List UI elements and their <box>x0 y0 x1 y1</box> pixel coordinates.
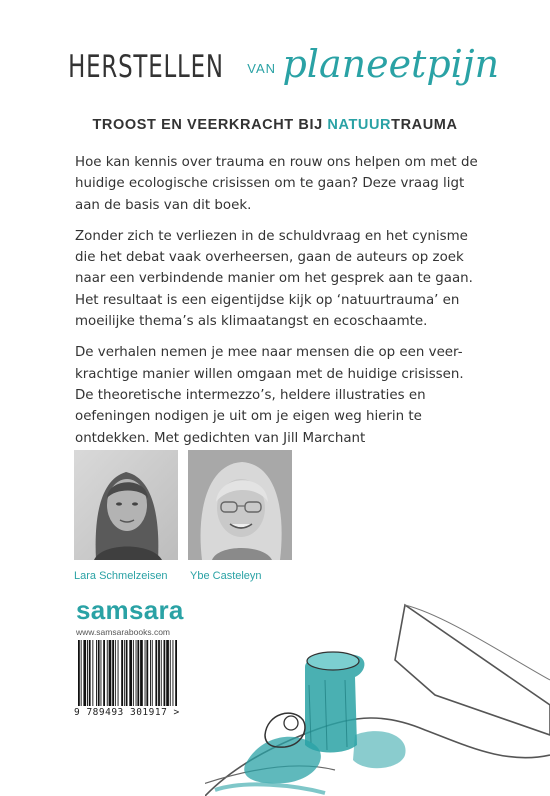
publisher-logo: samsara <box>76 595 184 625</box>
author-name-2: Ybe Casteleyn <box>190 570 262 582</box>
title-accent: planeetpijn <box>282 42 500 86</box>
publisher-url: www.samsarabooks.com <box>76 627 171 637</box>
isbn-number: 9 789493 301917 > <box>74 707 180 718</box>
cover-title <box>0 42 550 86</box>
title-main: HERSTELLEN <box>68 49 224 85</box>
blurb-paragraph: Zonder zich te verliezen in de schuldvraag en het cynisme die het debat vaak overheersen, gaan de auteurs op zoek naar een verbindende manier om het gesprek aan te gaan. Het resultaat is een eigentijdse kijk op ‘natuurtrauma’ en moeilijke thema’s als klimaatangst en ecoschaamte. <box>75 228 473 330</box>
barcode <box>76 640 204 706</box>
title-connector: VAN <box>247 61 277 76</box>
cover-subtitle <box>0 117 550 133</box>
author-name-1: Lara Schmelzeisen <box>74 570 168 582</box>
subtitle-highlight: NATUUR <box>327 117 392 133</box>
author-photo-2 <box>188 450 292 560</box>
blurb-paragraph: Hoe kan kennis over trauma en rouw ons helpen om met de huidige ecologische crisissen om te gaan? Deze vraag ligt aan de basis van dit boek. <box>75 155 478 213</box>
subtitle-part-2: TRAUMA <box>391 117 458 133</box>
blurb-paragraph: De verhalen nemen je mee naar mensen die op een veer-krachtige manier willen omgaan met de huidige crisissen. De theoretische intermezzo’s, heldere illustraties en oefeningen nodigen je uit om je eigen weg hierin te ontdekken. Met gedichten van Jill Marchant <box>75 345 464 446</box>
author-photo-1 <box>74 450 178 560</box>
subtitle-part-1: TROOST EN VEERKRACHT BIJ <box>92 117 328 133</box>
blurb <box>75 152 485 459</box>
illustration <box>205 595 550 796</box>
